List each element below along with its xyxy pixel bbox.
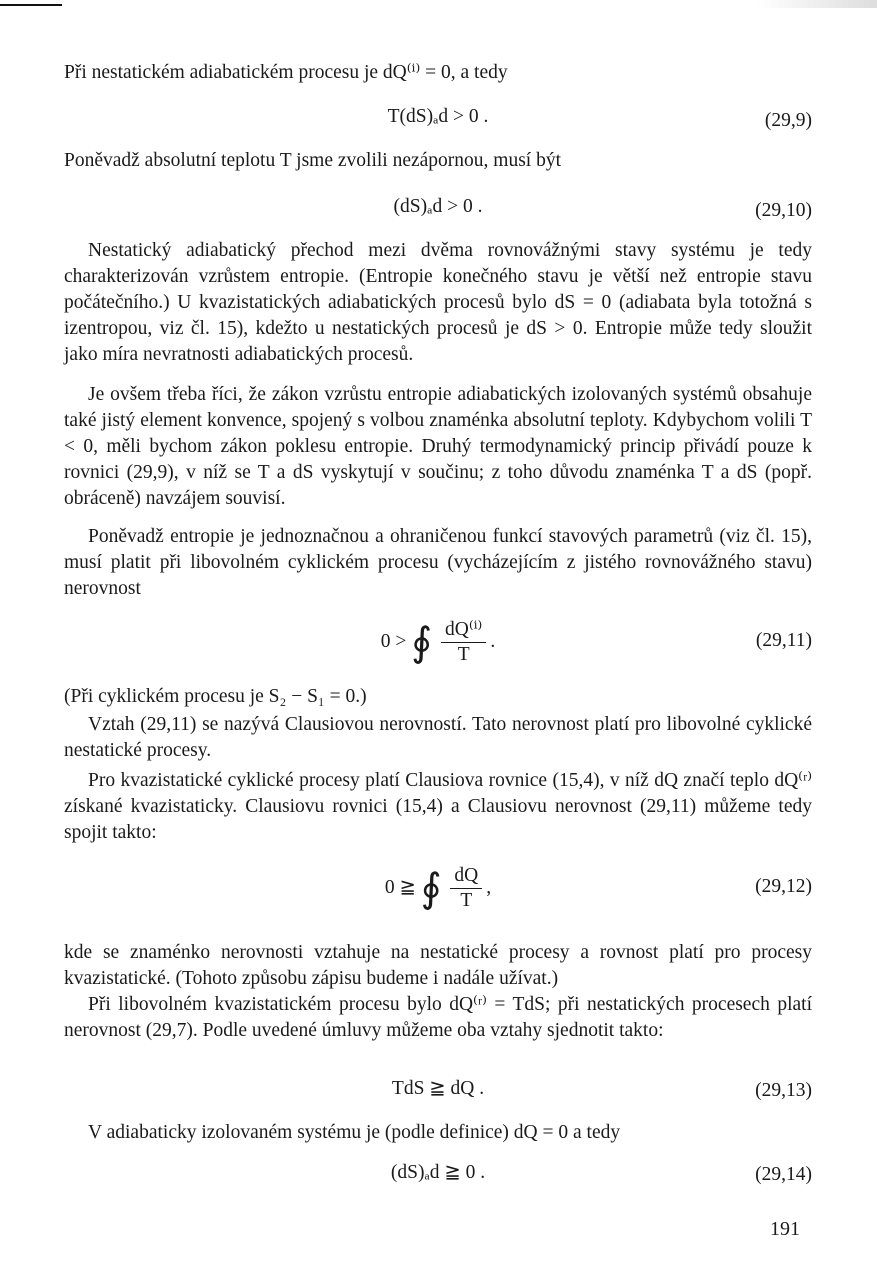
paragraph-11: V adiabaticky izolovaném systému je (podle definice) dQ = 0 a tedy xyxy=(88,1122,621,1143)
top-edge-line xyxy=(0,4,62,6)
paragraph-1: Při nestatickém adiabatickém procesu je dQ⁽ⁱ⁾ = 0, a tedy xyxy=(64,62,508,83)
equation-29-11: 0 > ∮ $\frac{\text{dQ⁽ⁱ⁾}}{T}$ . (29,11) xyxy=(380,619,812,665)
equation-29-14: (dS)ₐd ≧ 0 . (29,14) xyxy=(390,1162,812,1185)
paragraph-10: Při libovolném kvazistatickém procesu bylo dQ⁽ʳ⁾ = TdS; při nestatických procesech platí nerovnost (29,7). Podle uvedené úmluvy můžeme oba vztahy sjednotit takto: xyxy=(64,994,812,1041)
equation-29-9: T(dS)ₐd > 0 . (29,9) xyxy=(387,106,812,131)
page-number: 191 xyxy=(770,1218,800,1240)
contour-integral-icon: ∮ xyxy=(411,619,433,665)
equation-29-12: 0 ≧ ∮ $\frac{dQ}{T}$ , (29,12) xyxy=(384,865,812,911)
paragraph-9: kde se znaménko nerovnosti vztahuje na nestatické procesy a rovnost platí pro procesy kvazistatické. (Tohoto způsobu zápisu budeme i nadále užívat.) xyxy=(64,942,812,989)
paragraph-8: Pro kvazistatické cyklické procesy platí Clausiova rovnice (15,4), v níž dQ značí teplo dQ⁽ʳ⁾ získané kvazistaticky. Clausiovu rovnici (15,4) a Clausiovu nerovnost (29,11) můžeme tedy spojit takto: xyxy=(64,770,812,843)
paragraph-3: Nestatický adiabatický přechod mezi dvěma rovnovážnými stavy systému je tedy charakterizován vzrůstem entropie. (Entropie konečného stavu je větší než entropie stavu počátečního.) U kvazistatických adiabatických procesů bylo dS = 0 (adiabata byla totožná s izentropou, viz čl. 15), kdežto u nestatických procesů je dS > 0. Entropie může tedy sloužit jako míra nevratnosti adiabatických procesů. xyxy=(64,240,812,365)
contour-integral-icon: ∮ xyxy=(420,865,442,911)
equation-29-10: (dS)ₐd > 0 . (29,10) xyxy=(393,196,812,221)
paragraph-6: (Při cyklickém procesu je S₂ − S₁ = 0.) xyxy=(64,686,367,707)
scan-shadow xyxy=(757,0,877,8)
paragraph-5: Poněvadž entropie je jednoznačnou a ohraničenou funkcí stavových parametrů (viz čl. 15), musí platit při libovolném cyklickém procesu (vycházejícím z jistého rovnovážného stavu) nerovnost xyxy=(64,526,812,599)
equation-29-13: TdS ≧ dQ . (29,13) xyxy=(391,1078,812,1101)
paragraph-4: Je ovšem třeba říci, že zákon vzrůstu entropie adiabatických izolovaných systémů obsahuje také jistý element konvence, spojený s volbou znaménka absolutní teploty. Kdybychom volili T < 0, měli bychom zákon poklesu entropie. Druhý termodynamický princip přivádí pouze k rovnici (29,9), v níž se T a dS vyskytují v součinu; z toho důvodu znaménka T a dS (popř. obráceně) navzájem souvisí. xyxy=(64,384,812,509)
paragraph-2: Poněvadž absolutní teplotu T jsme zvolili nezápornou, musí být xyxy=(64,150,562,171)
paragraph-7: Vztah (29,11) se nazývá Clausiovou nerovností. Tato nerovnost platí pro libovolné cyklické nestatické procesy. xyxy=(64,714,812,761)
